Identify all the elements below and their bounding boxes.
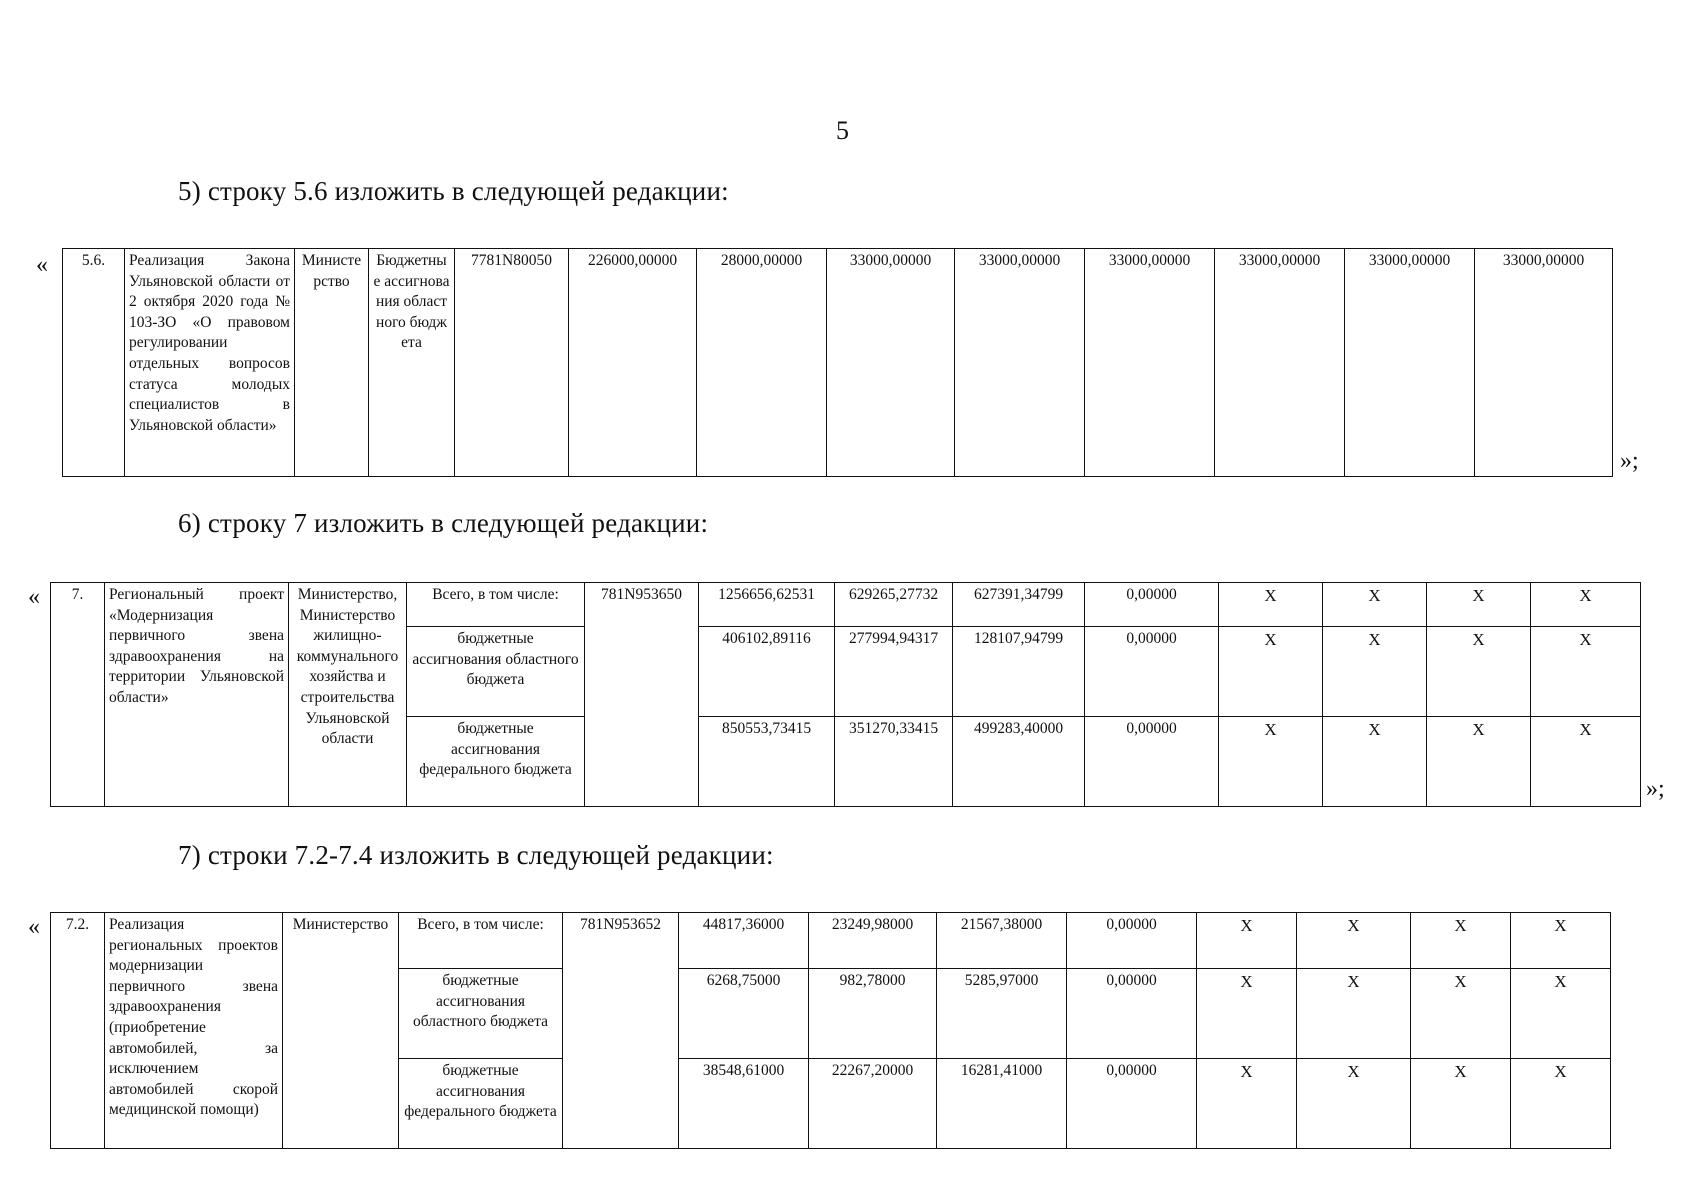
value-cell: 629265,27732 bbox=[835, 583, 953, 627]
value-cell: X bbox=[1427, 717, 1531, 807]
row-code: 781N953652 bbox=[563, 913, 679, 1149]
row-source: бюджетные ассигнования областного бюджета bbox=[407, 627, 585, 717]
value-cell: 23249,98000 bbox=[809, 913, 937, 969]
value-cell: X bbox=[1531, 717, 1641, 807]
row-number: 5.6. bbox=[63, 249, 125, 477]
table-row bbox=[63, 249, 1613, 477]
value-cell: 21567,38000 bbox=[937, 913, 1067, 969]
open-quote: « bbox=[36, 252, 48, 278]
value-cell: 33000,00000 bbox=[1475, 249, 1613, 477]
value-cell: X bbox=[1219, 717, 1323, 807]
value-cell: 982,78000 bbox=[809, 969, 937, 1059]
value-cell: X bbox=[1323, 583, 1427, 627]
value-cell: X bbox=[1197, 969, 1297, 1059]
section5-heading: 5) строку 5.6 изложить в следующей редакции: bbox=[178, 176, 729, 206]
value-cell: 0,00000 bbox=[1085, 583, 1219, 627]
value-cell: X bbox=[1411, 1059, 1511, 1149]
value-cell: X bbox=[1411, 969, 1511, 1059]
row-source: Бюджетные ассигнования областного бюджета bbox=[369, 249, 455, 477]
value-cell: X bbox=[1531, 627, 1641, 717]
value-cell: X bbox=[1511, 1059, 1611, 1149]
value-cell: 33000,00000 bbox=[1085, 249, 1215, 477]
table-row-5-6 bbox=[62, 248, 1613, 477]
value-cell: 22267,20000 bbox=[809, 1059, 937, 1149]
open-quote: « bbox=[28, 584, 40, 610]
row-description: Региональный проект «Модернизация первичного звена здравоохранения на территории Ульяновской области» bbox=[105, 583, 289, 807]
close-quote: »; bbox=[1646, 776, 1665, 802]
table-row bbox=[51, 583, 1641, 627]
row-executor: Министерство bbox=[295, 249, 369, 477]
value-cell: 499283,40000 bbox=[953, 717, 1085, 807]
page-number: 5 bbox=[836, 116, 849, 145]
value-cell: 38548,61000 bbox=[679, 1059, 809, 1149]
value-cell: 627391,34799 bbox=[953, 583, 1085, 627]
table-row bbox=[51, 913, 1611, 969]
value-cell: 28000,00000 bbox=[697, 249, 827, 477]
open-quote: « bbox=[28, 914, 40, 940]
section7-heading: 7) строки 7.2-7.4 изложить в следующей редакции: bbox=[178, 840, 774, 870]
row-source: Всего, в том числе: bbox=[407, 583, 585, 627]
value-cell: X bbox=[1411, 913, 1511, 969]
row-source: бюджетные ассигнования федерального бюджета bbox=[399, 1059, 563, 1149]
value-cell: X bbox=[1297, 913, 1411, 969]
row-source: Всего, в том числе: bbox=[399, 913, 563, 969]
value-cell: X bbox=[1427, 627, 1531, 717]
row-code: 781N953650 bbox=[585, 583, 699, 807]
value-cell: 33000,00000 bbox=[827, 249, 955, 477]
row-description: Реализация Закона Ульяновской области от 2 октября 2020 года № 103-ЗО «О правовом регулировании отдельных вопросов статуса молодых специалистов в Ульяновской области» bbox=[125, 249, 295, 477]
value-cell: 850553,73415 bbox=[699, 717, 835, 807]
value-cell: 33000,00000 bbox=[955, 249, 1085, 477]
value-cell: 6268,75000 bbox=[679, 969, 809, 1059]
value-cell: 406102,89116 bbox=[699, 627, 835, 717]
value-cell: X bbox=[1511, 913, 1611, 969]
value-cell: 226000,00000 bbox=[569, 249, 697, 477]
value-cell: 0,00000 bbox=[1067, 969, 1197, 1059]
value-cell: X bbox=[1197, 1059, 1297, 1149]
row-executor: Министерство, Министерство жилищно-коммунального хозяйства и строительства Ульяновской области bbox=[289, 583, 407, 807]
value-cell: X bbox=[1511, 969, 1611, 1059]
value-cell: 5285,97000 bbox=[937, 969, 1067, 1059]
section6-heading: 6) строку 7 изложить в следующей редакции: bbox=[178, 508, 709, 538]
value-cell: X bbox=[1219, 627, 1323, 717]
row-number: 7. bbox=[51, 583, 105, 807]
row-source: бюджетные ассигнования областного бюджета bbox=[399, 969, 563, 1059]
close-quote: »; bbox=[1620, 448, 1639, 474]
row-code: 7781N80050 bbox=[455, 249, 569, 477]
row-number: 7.2. bbox=[51, 913, 105, 1149]
value-cell: X bbox=[1219, 583, 1323, 627]
row-executor: Министерство bbox=[283, 913, 399, 1149]
value-cell: 44817,36000 bbox=[679, 913, 809, 969]
value-cell: 0,00000 bbox=[1085, 717, 1219, 807]
value-cell: 0,00000 bbox=[1067, 913, 1197, 969]
value-cell: X bbox=[1323, 627, 1427, 717]
value-cell: X bbox=[1531, 583, 1641, 627]
row-source: бюджетные ассигнования федерального бюджета bbox=[407, 717, 585, 807]
value-cell: 33000,00000 bbox=[1215, 249, 1345, 477]
row-description: Реализация региональных проектов модернизации первичного звена здравоохранения (приобретение автомобилей, за исключением автомобилей скорой медицинской помощи) bbox=[105, 913, 283, 1149]
value-cell: X bbox=[1427, 583, 1531, 627]
value-cell: 0,00000 bbox=[1067, 1059, 1197, 1149]
value-cell: X bbox=[1323, 717, 1427, 807]
value-cell: 351270,33415 bbox=[835, 717, 953, 807]
table-row-7 bbox=[50, 582, 1641, 807]
value-cell: 128107,94799 bbox=[953, 627, 1085, 717]
value-cell: X bbox=[1297, 969, 1411, 1059]
value-cell: X bbox=[1197, 913, 1297, 969]
value-cell: 33000,00000 bbox=[1345, 249, 1475, 477]
value-cell: 16281,41000 bbox=[937, 1059, 1067, 1149]
value-cell: 1256656,62531 bbox=[699, 583, 835, 627]
value-cell: 0,00000 bbox=[1085, 627, 1219, 717]
table-rows-7-2-7-4 bbox=[50, 912, 1611, 1149]
value-cell: X bbox=[1297, 1059, 1411, 1149]
value-cell: 277994,94317 bbox=[835, 627, 953, 717]
